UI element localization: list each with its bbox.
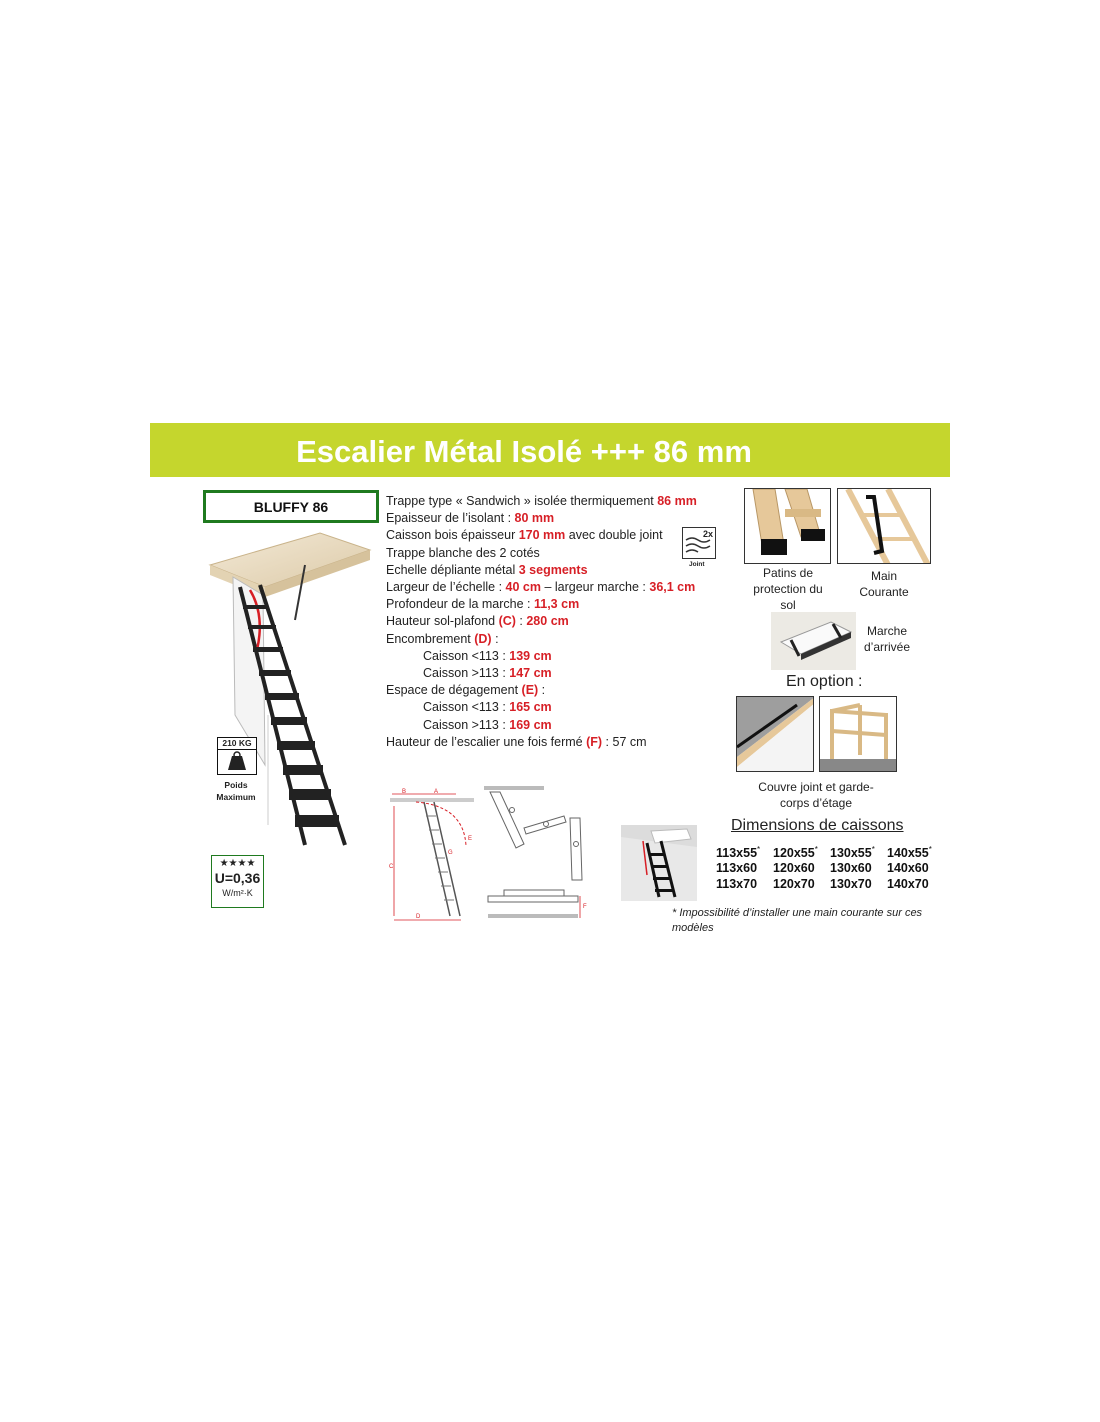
dimension-cell xyxy=(773,845,830,860)
option-title: En option : xyxy=(786,673,863,690)
spec-text: Echelle dépliante métal xyxy=(386,562,519,577)
dimension-value: 120x70 xyxy=(773,877,815,891)
label-d: D xyxy=(416,914,421,920)
ladder-product-image xyxy=(205,525,375,860)
handrail-caption: Main Courante xyxy=(859,569,909,599)
spec-line xyxy=(386,528,663,542)
spec-value: (E) xyxy=(521,683,539,698)
dimension-value: 120x55 xyxy=(773,846,815,861)
spec-line xyxy=(386,597,579,611)
dimension-value: 130x55 xyxy=(830,846,872,861)
label-a: A xyxy=(434,789,439,795)
model-name-box: BLUFFY 86 xyxy=(203,490,379,523)
spec-line xyxy=(386,511,554,525)
max-weight-badge xyxy=(217,737,257,775)
spec-text: Caisson bois épaisseur xyxy=(386,528,519,543)
dimension-cell xyxy=(716,861,773,875)
dimension-value: 113x70 xyxy=(716,877,758,891)
dimensions-row xyxy=(716,845,944,860)
spec-text: Caisson <113 : xyxy=(423,648,510,663)
spec-line xyxy=(423,718,552,732)
spec-text: – largeur marche : xyxy=(540,580,650,594)
dimension-asterisk: * xyxy=(928,845,932,854)
dimension-asterisk: * xyxy=(871,845,875,854)
dimension-diagram-side xyxy=(386,786,478,926)
installed-ladder-photo xyxy=(621,825,697,901)
spec-text: Trappe blanche des 2 cotés xyxy=(386,545,540,560)
label-b: B xyxy=(402,789,407,795)
spec-value: 3 segments xyxy=(518,562,588,577)
spec-value: 40 cm xyxy=(505,580,541,594)
spec-text: Caisson <113 : xyxy=(423,700,510,715)
spec-line xyxy=(386,494,697,508)
dimension-cell xyxy=(773,877,830,891)
dimension-value: 120x60 xyxy=(773,861,815,875)
dimension-cell xyxy=(716,845,773,860)
title-banner xyxy=(150,423,950,477)
dimensions-row xyxy=(716,861,944,875)
dimension-value: 140x60 xyxy=(887,861,929,875)
spec-text: Caisson >113 : xyxy=(423,666,510,680)
guardrail-image xyxy=(819,696,897,772)
arrival-step-image xyxy=(771,612,856,670)
dimension-cell xyxy=(887,845,944,860)
spec-value: (C) xyxy=(498,614,516,629)
spec-value: 165 cm xyxy=(509,700,552,715)
dimension-asterisk: * xyxy=(757,845,761,854)
spec-value: 139 cm xyxy=(509,648,552,663)
spec-text: Hauteur de l’escalier une fois fermé xyxy=(386,734,587,749)
spec-line xyxy=(423,649,552,663)
u-value: U=0,36 xyxy=(214,870,261,886)
dimension-cell xyxy=(716,877,773,891)
spec-text: : xyxy=(491,631,499,646)
weight-icon xyxy=(218,750,256,774)
rating-stars: ★★★★ xyxy=(219,858,256,869)
label-g: G xyxy=(448,850,453,856)
spec-text: Espace de dégagement xyxy=(386,683,522,698)
joint-cover-image xyxy=(736,696,814,772)
spec-value: (F) xyxy=(586,734,603,749)
dimension-cell xyxy=(887,877,944,891)
folding-diagram xyxy=(484,784,592,926)
dimension-cell xyxy=(887,861,944,875)
dimension-value: 140x55 xyxy=(887,846,929,861)
spec-text: : 57 cm xyxy=(602,734,647,749)
weight-value: 210 KG xyxy=(218,738,256,750)
spec-value: 36,1 cm xyxy=(649,580,696,594)
label-c: C xyxy=(389,864,394,870)
spec-text: Largeur de l’échelle : xyxy=(386,580,506,594)
spec-line xyxy=(423,700,552,714)
dimension-cell xyxy=(773,861,830,875)
dimension-cell xyxy=(830,877,887,891)
spec-value: 170 mm xyxy=(518,528,566,543)
spec-value: 147 cm xyxy=(509,666,552,680)
spec-text: Hauteur sol-plafond xyxy=(386,614,499,629)
dimension-value: 113x60 xyxy=(716,861,758,875)
dimension-value: 140x70 xyxy=(887,877,929,891)
spec-line xyxy=(386,563,588,577)
dimensions-title: Dimensions de caissons xyxy=(731,817,904,834)
page-title: Escalier Métal Isolé +++ 86 mm xyxy=(296,434,752,469)
spec-line xyxy=(386,546,540,560)
spec-text: Epaisseur de l’isolant : xyxy=(386,511,515,526)
arrival-step-caption: Marche d’arrivée xyxy=(863,624,911,654)
spec-text: Profondeur de la marche : xyxy=(386,597,534,612)
label-f: F xyxy=(583,904,587,910)
spec-line xyxy=(386,683,545,697)
spec-value: (D) xyxy=(474,631,492,646)
spec-line xyxy=(423,666,552,680)
dimension-cell xyxy=(830,861,887,875)
dimension-cell xyxy=(830,845,887,860)
u-unit: W/m²·K xyxy=(222,888,253,898)
floor-protection-pads-image xyxy=(744,488,831,564)
joint-label: Joint xyxy=(689,561,705,568)
spec-text: Caisson >113 : xyxy=(423,717,510,732)
handrail-note: * Impossibilité d’installer une main courante sur ces modèles xyxy=(672,907,923,934)
handrail-image xyxy=(837,488,931,564)
spec-text: Trappe type « Sandwich » isolée thermiquement xyxy=(386,494,658,508)
spec-line xyxy=(386,614,569,628)
spec-value: 86 mm xyxy=(657,494,697,508)
double-joint-icon xyxy=(682,527,716,559)
weight-label: Poids Maximum xyxy=(216,780,256,802)
dimension-value: 130x60 xyxy=(830,861,872,875)
spec-line xyxy=(386,580,695,594)
dimension-value: 130x70 xyxy=(830,877,872,891)
dimension-value: 113x55 xyxy=(716,846,758,861)
u-value-badge xyxy=(211,855,264,908)
spec-text: : xyxy=(515,614,527,629)
spec-value: 169 cm xyxy=(509,717,552,732)
spec-text: : xyxy=(538,683,546,698)
spec-value: 11,3 cm xyxy=(534,597,580,612)
spec-line xyxy=(386,735,647,749)
spec-value: 280 cm xyxy=(526,614,569,629)
spec-line xyxy=(386,632,499,646)
joint-count: 2x xyxy=(702,529,713,539)
dimension-asterisk: * xyxy=(814,845,818,854)
spec-text: avec double joint xyxy=(565,528,663,543)
label-e: E xyxy=(468,836,473,842)
joint-guardrail-caption: Couvre joint et garde-corps d’étage xyxy=(758,780,874,810)
floor-pads-caption: Patins de protection du sol xyxy=(753,566,823,612)
spec-value: 80 mm xyxy=(514,511,555,526)
dimensions-row xyxy=(716,877,944,891)
spec-text: Encombrement xyxy=(386,631,475,646)
